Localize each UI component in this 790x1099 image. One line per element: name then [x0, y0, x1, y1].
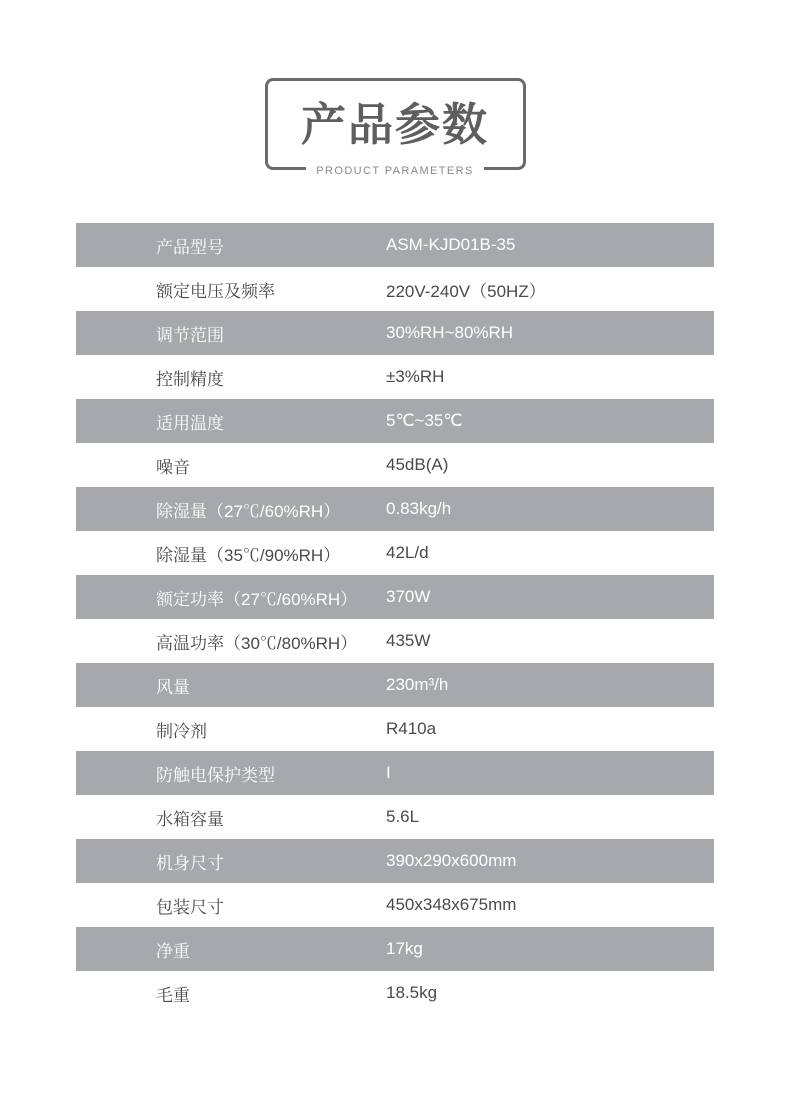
table-row	[76, 487, 714, 531]
spec-label: 控制精度	[156, 369, 224, 389]
spec-value: ASM-KJD01B-35	[386, 235, 516, 254]
spec-label: 高温功率（30℃/80%RH）	[156, 633, 358, 653]
spec-value: 0.83kg/h	[386, 499, 452, 518]
spec-label: 额定功率（27℃/60%RH）	[156, 589, 358, 609]
spec-value: 18.5kg	[386, 983, 438, 1002]
table-row	[76, 267, 714, 311]
page-title: 产品参数	[295, 102, 495, 147]
spec-value: 370W	[386, 587, 431, 606]
page-subtitle: PRODUCT PARAMETERS	[306, 165, 483, 177]
spec-label: 毛重	[156, 985, 190, 1005]
table-row	[76, 839, 714, 883]
table-row	[76, 663, 714, 707]
table-row	[76, 443, 714, 487]
spec-label: 产品型号	[156, 237, 224, 257]
subtitle-wrap	[268, 165, 523, 177]
spec-value: 45dB(A)	[386, 455, 449, 474]
table-row	[76, 311, 714, 355]
page-header	[0, 78, 790, 177]
table-row	[76, 795, 714, 839]
spec-label: 机身尺寸	[156, 853, 224, 873]
table-row	[76, 531, 714, 575]
table-row	[76, 971, 714, 1015]
product-parameters-page	[0, 78, 790, 1099]
spec-value: ±3%RH	[386, 367, 445, 386]
spec-value: 230m³/h	[386, 675, 449, 694]
spec-value: 450x348x675mm	[386, 895, 517, 914]
spec-value: 30%RH~80%RH	[386, 323, 514, 342]
spec-value: 435W	[386, 631, 431, 650]
table-row	[76, 751, 714, 795]
spec-value: 390x290x600mm	[386, 851, 517, 870]
spec-label: 适用温度	[156, 413, 224, 433]
spec-label: 防触电保护类型	[156, 765, 275, 785]
spec-label: 调节范围	[156, 325, 224, 345]
table-row	[76, 707, 714, 751]
spec-label: 水箱容量	[156, 809, 224, 829]
spec-value: R410a	[386, 719, 437, 738]
spec-label: 除湿量（27℃/60%RH）	[156, 501, 341, 521]
spec-value: 17kg	[386, 939, 423, 958]
table-row	[76, 355, 714, 399]
table-row	[76, 575, 714, 619]
spec-value: 5.6L	[386, 807, 420, 826]
spec-value: 220V-240V（50HZ）	[386, 281, 546, 301]
table-row	[76, 399, 714, 443]
spec-label: 包装尺寸	[156, 897, 224, 917]
table-row	[76, 223, 714, 267]
spec-label: 额定电压及频率	[156, 281, 275, 301]
spec-value: 5℃~35℃	[386, 411, 463, 430]
spec-label: 制冷剂	[156, 721, 207, 741]
spec-table	[76, 223, 714, 1015]
table-row	[76, 619, 714, 663]
title-frame	[265, 78, 526, 177]
table-row	[76, 883, 714, 927]
spec-value: 42L/d	[386, 543, 429, 562]
spec-label: 净重	[156, 941, 190, 961]
spec-label: 噪音	[156, 457, 190, 477]
spec-value: I	[386, 763, 391, 782]
spec-label: 除湿量（35℃/90%RH）	[156, 545, 341, 565]
spec-label: 风量	[156, 677, 190, 697]
table-row	[76, 927, 714, 971]
